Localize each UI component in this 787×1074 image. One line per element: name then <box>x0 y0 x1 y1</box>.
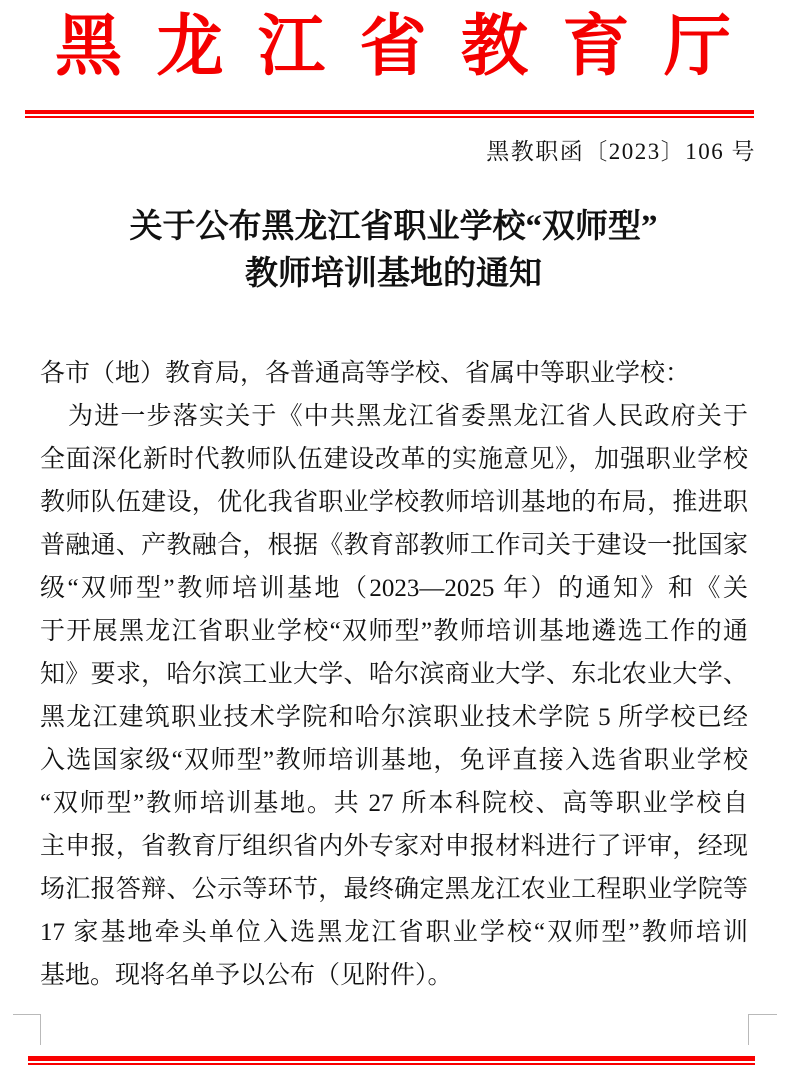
margin-corner-mark-left <box>13 1014 41 1045</box>
body-line: 基地。现将名单予以公布（见附件）。 <box>40 962 453 989</box>
agency-name-character: 省 <box>359 10 427 84</box>
salutation-line: 各市（地）教育局，各普通高等学校、省属中等职业学校： <box>40 360 691 387</box>
document-title-line-2: 教师培训基地的通知 <box>245 256 542 292</box>
body-line: 场汇报答辩、公示等环节，最终确定黑龙江农业工程职业学院等 <box>40 876 748 903</box>
body-paragraph <box>40 395 748 997</box>
body-line: 17 家基地牵头单位入选黑龙江省职业学校“双师型”教师培训 <box>40 919 748 946</box>
body-line: 级“双师型”教师培训基地（2023—2025 年）的通知》和《关 <box>40 575 748 602</box>
body-line: 普融通、产教融合，根据《教育部教师工作司关于建设一批国家 <box>40 532 748 559</box>
body-line: 知》要求，哈尔滨工业大学、哈尔滨商业大学、东北农业大学、 <box>40 661 748 688</box>
agency-masthead <box>55 10 731 85</box>
document-title <box>0 204 787 298</box>
agency-name-character: 黑 <box>55 10 122 84</box>
red-divider-bottom <box>28 1056 755 1065</box>
red-divider-top-thin-line <box>25 116 754 118</box>
body-line: 为进一步落实关于《中共黑龙江省委黑龙江省人民政府关于 <box>68 403 748 430</box>
agency-name-character: 江 <box>258 10 325 84</box>
red-divider-top <box>25 110 754 118</box>
body-line: 全面深化新时代教师队伍建设改革的实施意见》，加强职业学校 <box>40 446 748 473</box>
agency-name-character: 育 <box>562 10 630 84</box>
agency-name-character: 龙 <box>156 10 224 84</box>
body-line: 于开展黑龙江省职业学校“双师型”教师培训基地遴选工作的通 <box>40 618 748 645</box>
body-line: 黑龙江建筑职业技术学院和哈尔滨职业技术学院 5 所学校已经 <box>40 704 748 731</box>
agency-name-character: 教 <box>461 10 528 84</box>
body-line: 教师队伍建设，优化我省职业学校教师培训基地的布局，推进职 <box>40 489 748 516</box>
document-body <box>40 352 748 997</box>
red-divider-bottom-thin-line <box>28 1063 755 1065</box>
margin-corner-mark-right <box>748 1014 777 1045</box>
document-number: 黑教职函〔2023〕106 号 <box>486 139 756 164</box>
body-line: “双师型”教师培训基地。共 27 所本科院校、高等职业学校自 <box>40 790 748 817</box>
body-line: 主申报，省教育厅组织省内外专家对申报材料进行了评审，经现 <box>40 833 748 860</box>
agency-name-character: 厅 <box>664 10 731 84</box>
document-title-line-1: 关于公布黑龙江省职业学校“双师型” <box>129 209 658 245</box>
body-line: 入选国家级“双师型”教师培训基地，免评直接入选省职业学校 <box>40 747 748 774</box>
